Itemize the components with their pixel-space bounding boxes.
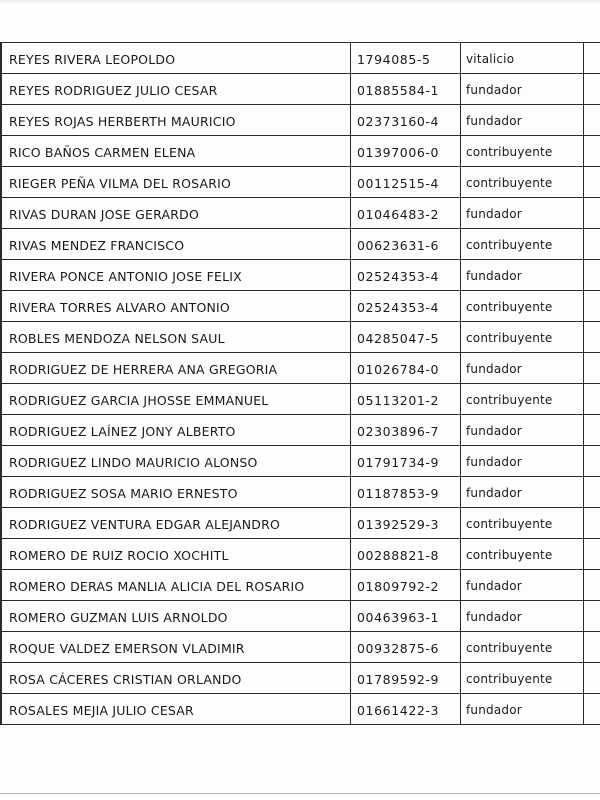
member-name: RODRIGUEZ VENTURA EDGAR ALEJANDRO	[9, 516, 281, 532]
table-row	[1, 105, 600, 136]
member-name-cell	[2, 539, 351, 570]
member-category: fundador	[466, 83, 522, 97]
member-id-number: 01791734-9	[357, 454, 440, 470]
right-margin-cell	[584, 291, 600, 322]
member-id-number: 02373160-4	[357, 113, 440, 129]
right-margin-cell	[584, 446, 600, 477]
member-name-cell	[2, 663, 351, 694]
member-name-cell	[2, 136, 351, 167]
member-category-cell	[461, 632, 584, 663]
member-id-number-cell	[351, 291, 461, 322]
member-name: REYES ROJAS HERBERTH MAURICIO	[9, 113, 236, 129]
member-category: fundador	[466, 424, 522, 438]
member-id-number: 00288821-8	[357, 547, 440, 563]
member-id-number-cell	[351, 229, 461, 260]
member-id-number: 01789592-9	[357, 671, 440, 687]
member-id-number: 01809792-2	[357, 578, 440, 594]
right-margin-cell	[584, 663, 600, 694]
member-name-cell	[2, 74, 351, 105]
right-margin-cell	[584, 415, 600, 446]
member-id-number: 05113201-2	[357, 392, 440, 408]
member-name-cell	[2, 167, 351, 198]
member-name-cell	[2, 229, 351, 260]
member-id-number-cell	[351, 415, 461, 446]
member-category: fundador	[466, 362, 522, 376]
member-category: fundador	[466, 269, 522, 283]
member-name-cell	[2, 198, 351, 229]
member-id-number-cell	[351, 570, 461, 601]
member-id-number-cell	[351, 136, 461, 167]
member-category: fundador	[466, 579, 522, 593]
table-row	[1, 384, 600, 415]
right-margin-cell	[584, 384, 600, 415]
member-category-cell	[461, 663, 584, 694]
member-name: ROQUE VALDEZ EMERSON VLADIMIR	[9, 640, 245, 656]
member-name-cell	[2, 105, 351, 136]
table-row	[1, 632, 600, 663]
table-row	[1, 415, 600, 446]
member-id-number-cell	[351, 43, 461, 74]
member-name-cell	[2, 260, 351, 291]
member-id-number: 01046483-2	[357, 206, 440, 222]
member-id-number-cell	[351, 663, 461, 694]
member-name-cell	[2, 415, 351, 446]
table-row	[1, 570, 600, 601]
table-row	[1, 477, 600, 508]
member-category: vitalicio	[466, 52, 515, 66]
table-row	[1, 663, 600, 694]
right-margin-cell	[584, 74, 600, 105]
member-category-cell	[461, 260, 584, 291]
table-row	[1, 508, 600, 539]
member-name: ROMERO DERAS MANLIA ALICIA DEL ROSARIO	[9, 578, 305, 594]
table-row	[1, 694, 600, 725]
member-category-cell	[461, 508, 584, 539]
member-category: contribuyente	[466, 145, 553, 159]
member-category: contribuyente	[466, 517, 553, 531]
member-name-cell	[2, 446, 351, 477]
right-margin-cell	[584, 353, 600, 384]
member-name: RIVAS DURAN JOSE GERARDO	[9, 206, 200, 222]
member-category-cell	[461, 353, 584, 384]
right-margin-cell	[584, 570, 600, 601]
member-name-cell	[2, 477, 351, 508]
table-row	[1, 198, 600, 229]
member-name: RODRIGUEZ SOSA MARIO ERNESTO	[9, 485, 238, 501]
member-category-cell	[461, 291, 584, 322]
right-margin-cell	[584, 198, 600, 229]
member-name: RODRIGUEZ LINDO MAURICIO ALONSO	[9, 454, 258, 470]
member-category-cell	[461, 570, 584, 601]
member-category: fundador	[466, 703, 522, 717]
member-category: fundador	[466, 610, 522, 624]
member-category: fundador	[466, 114, 522, 128]
right-margin-cell	[584, 229, 600, 260]
member-category-cell	[461, 477, 584, 508]
member-id-number-cell	[351, 539, 461, 570]
member-name: RIVERA TORRES ALVARO ANTONIO	[9, 299, 230, 315]
member-id-number: 01392529-3	[357, 516, 440, 532]
member-name: RIVERA PONCE ANTONIO JOSE FELIX	[9, 268, 242, 284]
member-id-number-cell	[351, 508, 461, 539]
member-category: contribuyente	[466, 641, 553, 655]
table-row	[1, 446, 600, 477]
member-id-number: 01397006-0	[357, 144, 440, 160]
member-category: contribuyente	[466, 238, 553, 252]
table-row	[1, 260, 600, 291]
member-id-number-cell	[351, 74, 461, 105]
table-row	[1, 43, 600, 74]
member-name: RIVAS MENDEZ FRANCISCO	[9, 237, 185, 253]
member-category: contribuyente	[466, 548, 553, 562]
member-category-cell	[461, 198, 584, 229]
member-category-cell	[461, 74, 584, 105]
member-category: fundador	[466, 207, 522, 221]
member-id-number: 02524353-4	[357, 299, 440, 315]
member-name: ROSALES MEJIA JULIO CESAR	[9, 702, 194, 718]
member-id-number-cell	[351, 446, 461, 477]
member-id-number: 01661422-3	[357, 702, 440, 718]
table-row	[1, 167, 600, 198]
member-id-number: 02303896-7	[357, 423, 440, 439]
right-margin-cell	[584, 260, 600, 291]
scan-top-edge	[0, 0, 600, 4]
right-margin-cell	[584, 508, 600, 539]
right-margin-cell	[584, 136, 600, 167]
member-name-cell	[2, 632, 351, 663]
member-category-cell	[461, 105, 584, 136]
member-name: REYES RIVERA LEOPOLDO	[9, 51, 176, 67]
member-id-number: 00623631-6	[357, 237, 440, 253]
table-row	[1, 353, 600, 384]
right-margin-cell	[584, 632, 600, 663]
member-id-number: 04285047-5	[357, 330, 440, 346]
member-id-number-cell	[351, 601, 461, 632]
member-category-cell	[461, 322, 584, 353]
member-category: contribuyente	[466, 331, 553, 345]
member-name-cell	[2, 508, 351, 539]
member-category: contribuyente	[466, 393, 553, 407]
member-category-cell	[461, 415, 584, 446]
member-name: REYES RODRIGUEZ JULIO CESAR	[9, 82, 218, 98]
member-name: ROMERO DE RUIZ ROCIO XOCHITL	[9, 547, 229, 563]
member-category-cell	[461, 384, 584, 415]
member-id-number: 00932875-6	[357, 640, 440, 656]
member-id-number-cell	[351, 477, 461, 508]
member-name-cell	[2, 601, 351, 632]
right-margin-cell	[584, 539, 600, 570]
member-id-number-cell	[351, 198, 461, 229]
member-name: RODRIGUEZ DE HERRERA ANA GREGORIA	[9, 361, 278, 377]
table-row	[1, 229, 600, 260]
members-table-body	[1, 43, 600, 725]
scan-bottom-edge	[0, 793, 600, 794]
right-margin-cell	[584, 105, 600, 136]
member-id-number-cell	[351, 353, 461, 384]
member-id-number: 01885584-1	[357, 82, 440, 98]
member-id-number: 00112515-4	[357, 175, 440, 191]
table-row	[1, 74, 600, 105]
member-id-number: 01187853-9	[357, 485, 440, 501]
member-name: RODRIGUEZ LAÍNEZ JONY ALBERTO	[9, 423, 236, 439]
member-category-cell	[461, 43, 584, 74]
member-id-number-cell	[351, 260, 461, 291]
member-name-cell	[2, 43, 351, 74]
member-name: RICO BAÑOS CARMEN ELENA	[9, 144, 196, 160]
member-id-number-cell	[351, 322, 461, 353]
member-category: contribuyente	[466, 300, 553, 314]
member-name-cell	[2, 353, 351, 384]
member-name-cell	[2, 291, 351, 322]
right-margin-cell	[584, 601, 600, 632]
member-id-number-cell	[351, 167, 461, 198]
member-id-number-cell	[351, 384, 461, 415]
member-name-cell	[2, 384, 351, 415]
right-margin-cell	[584, 167, 600, 198]
right-margin-cell	[584, 694, 600, 725]
table-row	[1, 291, 600, 322]
member-category: contribuyente	[466, 176, 553, 190]
member-id-number-cell	[351, 694, 461, 725]
member-category: fundador	[466, 486, 522, 500]
member-name: RIEGER PEÑA VILMA DEL ROSARIO	[9, 175, 232, 191]
member-id-number: 02524353-4	[357, 268, 440, 284]
member-id-number: 00463963-1	[357, 609, 440, 625]
member-name-cell	[2, 694, 351, 725]
member-category-cell	[461, 136, 584, 167]
member-category-cell	[461, 694, 584, 725]
member-id-number-cell	[351, 632, 461, 663]
member-name: ROBLES MENDOZA NELSON SAUL	[9, 330, 225, 346]
member-category-cell	[461, 539, 584, 570]
member-category: fundador	[466, 455, 522, 469]
member-name: RODRIGUEZ GARCIA JHOSSE EMMANUEL	[9, 392, 269, 408]
member-id-number: 01026784-0	[357, 361, 440, 377]
member-category-cell	[461, 167, 584, 198]
member-category: contribuyente	[466, 672, 553, 686]
table-row	[1, 601, 600, 632]
right-margin-cell	[584, 322, 600, 353]
member-id-number-cell	[351, 105, 461, 136]
member-category-cell	[461, 601, 584, 632]
member-name-cell	[2, 570, 351, 601]
member-id-number: 1794085-5	[357, 51, 431, 67]
member-category-cell	[461, 229, 584, 260]
table-row	[1, 539, 600, 570]
right-margin-cell	[584, 43, 600, 74]
member-name: ROMERO GUZMAN LUIS ARNOLDO	[9, 609, 228, 625]
table-row	[1, 322, 600, 353]
member-category-cell	[461, 446, 584, 477]
table-row	[1, 136, 600, 167]
member-name-cell	[2, 322, 351, 353]
right-margin-cell	[584, 477, 600, 508]
members-table	[0, 42, 600, 725]
member-name: ROSA CÁCERES CRISTIAN ORLANDO	[9, 671, 242, 687]
